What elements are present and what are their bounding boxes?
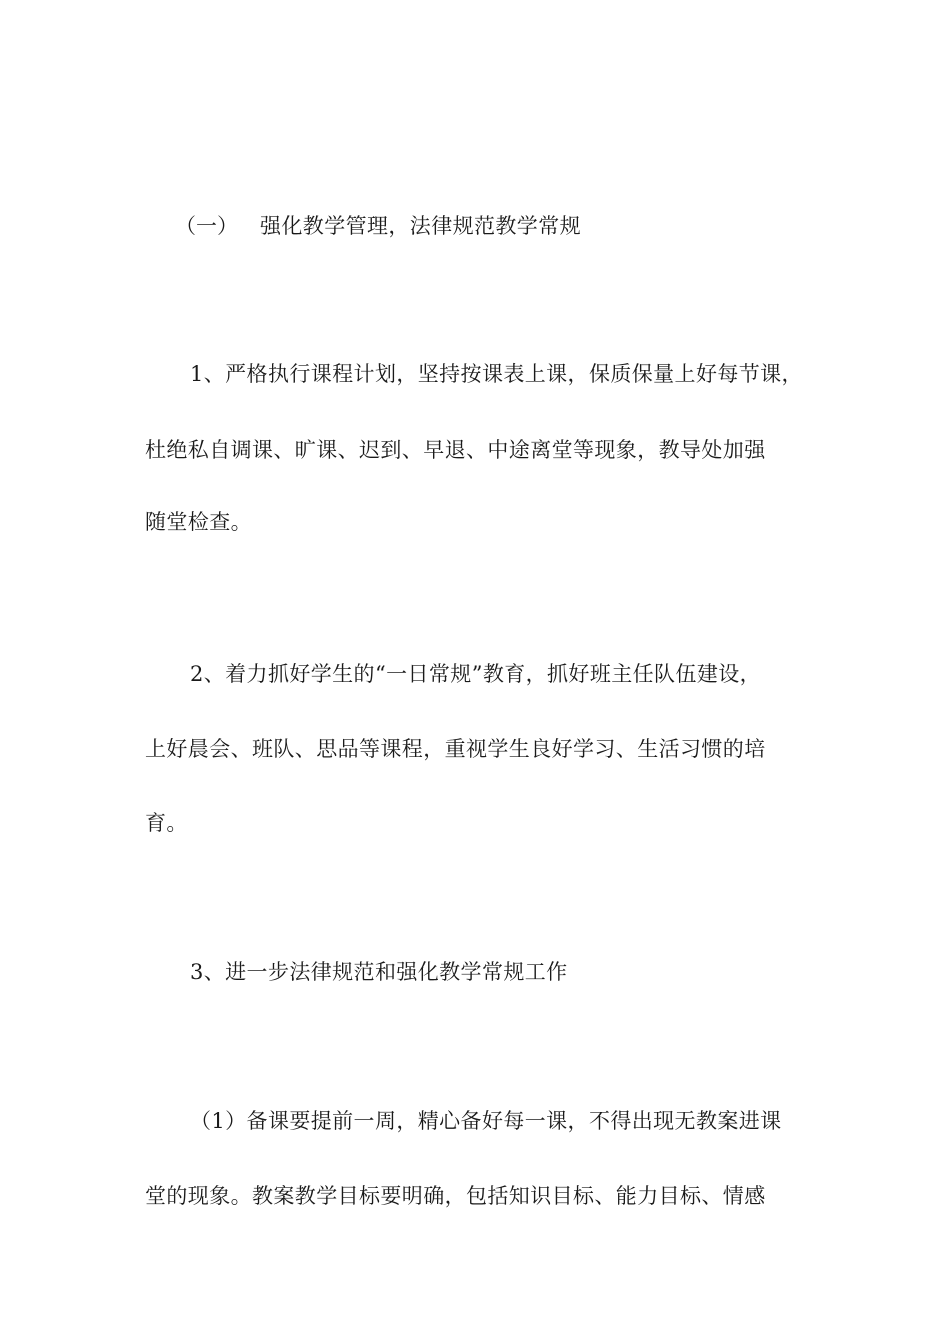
- section-title: 强化教学管理，法律规范教学常规: [260, 214, 581, 238]
- paragraph-4-line-1: （1）备课要提前一周，精心备好每一课，不得出现无教案进课: [190, 1109, 782, 1133]
- section-number: （一）: [175, 214, 238, 238]
- paragraph-4-line-2: 堂的现象。教案教学目标要明确，包括知识目标、能力目标、情感: [145, 1184, 766, 1208]
- section-heading: [175, 211, 855, 241]
- paragraph-2-line-3: 育。: [145, 811, 188, 835]
- paragraph-3-line-1: 3、进一步法律规范和强化教学常规工作: [190, 960, 568, 984]
- paragraph-1-line-2: 杜绝私自调课、旷课、迟到、早退、中途离堂等现象，教导处加强: [145, 438, 766, 462]
- paragraph-2-line-1: 2、着力抓好学生的“一日常规”教育，抓好班主任队伍建设，: [190, 662, 762, 686]
- paragraph-2-line-2: 上好晨会、班队、思品等课程，重视学生良好学习、生活习惯的培: [145, 737, 766, 761]
- paragraph-1-line-3: 随堂检查。: [145, 510, 252, 534]
- paragraph-1-line-1: 1、严格执行课程计划，坚持按课表上课，保质保量上好每节课，: [190, 362, 803, 386]
